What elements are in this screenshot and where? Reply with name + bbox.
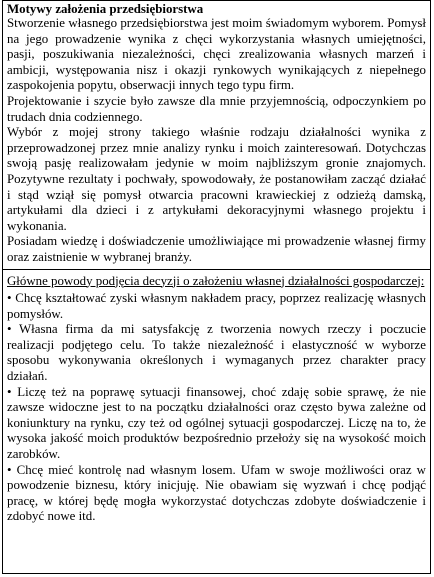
section-title: Motywy założenia przedsiębiorstwa — [7, 2, 204, 16]
paragraph-knowledge: Posiadam wiedzę i doświadczenie umożliwiające mi prowadzenie własnej firmy oraz zaistnienie w wybranej branży. — [7, 234, 426, 264]
reason-item: • Własna firma da mi satysfakcję z tworzenia nowych rzeczy i poczucie realizacji podjętego celu. To także niezależność i elastyczność w wyborze sposobu wykonywania określonych i wymaganych przez charakter pracy działań. — [7, 322, 426, 384]
reason-item: • Chcę kształtować zyski własnym nakładem pracy, poprzez realizację własnych pomysłów. — [7, 291, 426, 321]
reason-item: • Liczę też na poprawę sytuacji finansowej, choć zdaję sobie sprawę, że nie zawsze widoczne jest to na początku działalności oraz często bywa zależne od koniunktury na rynku, czy też od ogólnej sytuacji gospodarczej. Liczę na to, że wysoka jakość moich produktów bezpośrednio przełoży się na wysokość moich zarobków. — [7, 384, 426, 462]
reason-item: • Chcę mieć kontrolę nad własnym losem. Ufam w swoje możliwości oraz w powodzenie biznesu, który inicjuję. Nie obawiam się wyzwań i chcę podjąć pracę, w której będę mogła wykorzystać dotychczas zdobyte doświadczenie i zdobyć nowe itd. — [7, 462, 426, 524]
paragraph-design-sewing: Projektowanie i szycie było zawsze dla mnie przyjemnością, odpoczynkiem po trudach dnia codziennego. — [7, 93, 426, 124]
paragraph-motives: Stworzenie własnego przedsiębiorstwa jest moim świadomym wyborem. Pomysł na jego prowadzenie wynika z chęci wykorzystania własnych umiejętności, pasji, poszukiwania niezależności, chęci zrealizowania własnych marzeń i ambicji, występowania nisz i okazji rynkowych wynikających z niepełnego zaspokojenia popytu, obserwacji innych tego typu firm. — [7, 16, 426, 93]
reasons-heading: Główne powody podjęcia decyzji o założeniu własnej działalności gospodarczej: — [7, 273, 425, 288]
paragraph-choice: Wybór z mojej strony takiego właśnie rodzaju działalności wynika z przeprowadzonej przez mnie analizy rynku i moich zainteresowań. Dotychczas swoją pasję realizowałam jedynie w moim najbliższym gronie znajomych. Pozytywne rezultaty i pochwały, spowodowały, że postanowiłam zacząć działać i stąd wziął się pomysł otwarcia pracowni krawieckiej z odzieżą damską, artykułami dla dzieci i z artykułami dekoracyjnymi własnego projektu i wykonania. — [7, 125, 426, 233]
section-divider — [3, 269, 430, 270]
bordered-text-box — [2, 0, 431, 574]
